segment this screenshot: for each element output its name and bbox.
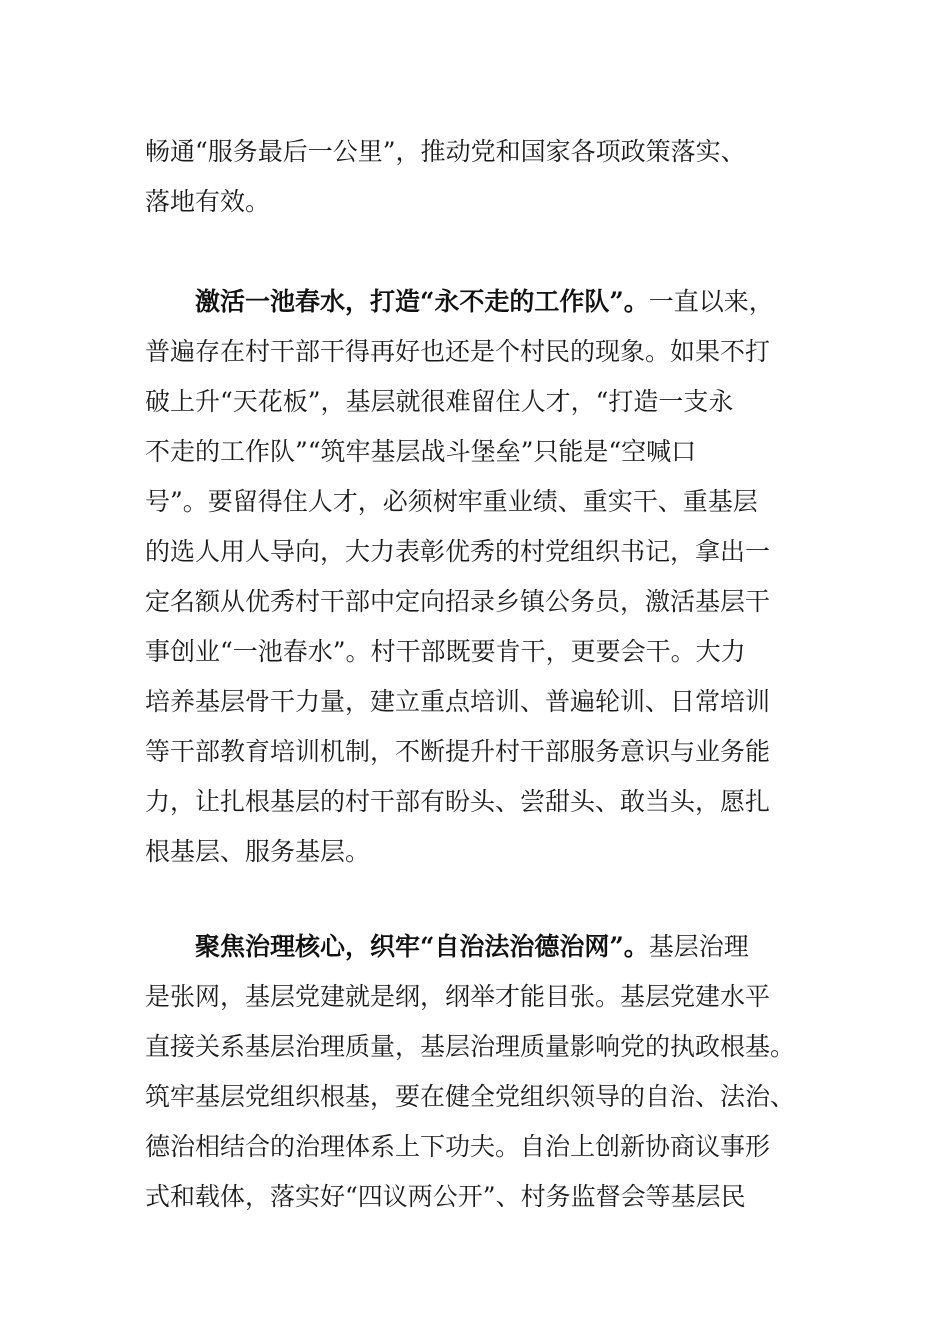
paragraph-2-line: 定名额从优秀村干部中定向招录乡镇公务员，激活基层干 — [145, 587, 771, 616]
paragraph-2-line: 普遍存在村干部干得再好也还是个村民的现象。如果不打 — [145, 337, 771, 366]
paragraph-2-line: 破上升“天花板”，基层就很难留住人才，“打造一支永 — [145, 387, 734, 416]
paragraph-2-first-line-text: 一直以来， — [648, 287, 774, 316]
paragraph-1-line: 畅通“服务最后一公里”，推动党和国家各项政策落实、 — [145, 137, 746, 166]
paragraph-3-heading: 聚焦治理核心，织牢“自治法治德治网”。 — [195, 932, 649, 961]
paragraph-3 — [145, 922, 805, 1222]
paragraph-2-line: 不走的工作队”“筑牢基层战斗堡垒”只能是“空喊口 — [145, 437, 697, 466]
paragraph-2-line: 号”。要留得住人才，必须树牢重业绩、重实干、重基层 — [145, 487, 758, 516]
paragraph-1 — [145, 127, 805, 227]
paragraph-3-line: 筑牢基层党组织根基，要在健全党组织领导的自治、法治、 — [145, 1082, 796, 1111]
paragraph-3-first-line-text: 基层治理 — [648, 932, 749, 961]
paragraph-2-line: 的选人用人导向，大力表彰优秀的村党组织书记，拿出一 — [145, 537, 771, 566]
paragraph-3-line: 德治相结合的治理体系上下功夫。自治上创新协商议事形 — [145, 1132, 771, 1161]
paragraph-3-first-line — [145, 922, 805, 972]
paragraph-3-line: 直接关系基层治理质量，基层治理质量影响党的执政根基。 — [145, 1032, 796, 1061]
paragraph-2-heading: 激活一池春水，打造“永不走的工作队”。 — [195, 287, 649, 316]
paragraph-2-line: 根基层、服务基层。 — [145, 837, 371, 866]
paragraph-2-line: 培养基层骨干力量，建立重点培训、普遍轮训、日常培训 — [145, 687, 771, 716]
paragraph-3-line: 是张网，基层党建就是纲，纲举才能目张。基层党建水平 — [145, 982, 771, 1011]
paragraph-2-line: 事创业“一池春水”。村干部既要肯干，更要会干。大力 — [145, 637, 746, 666]
paragraph-2-line: 力，让扎根基层的村干部有盼头、尝甜头、敢当头，愿扎 — [145, 787, 771, 816]
paragraph-3-line: 式和载体，落实好“四议两公开”、村务监督会等基层民 — [145, 1182, 746, 1211]
paragraph-2 — [145, 277, 805, 877]
paragraph-2-line: 等干部教育培训机制，不断提升村干部服务意识与业务能 — [145, 737, 771, 766]
paragraph-1-line: 落地有效。 — [145, 187, 271, 216]
paragraph-2-first-line — [145, 277, 805, 327]
